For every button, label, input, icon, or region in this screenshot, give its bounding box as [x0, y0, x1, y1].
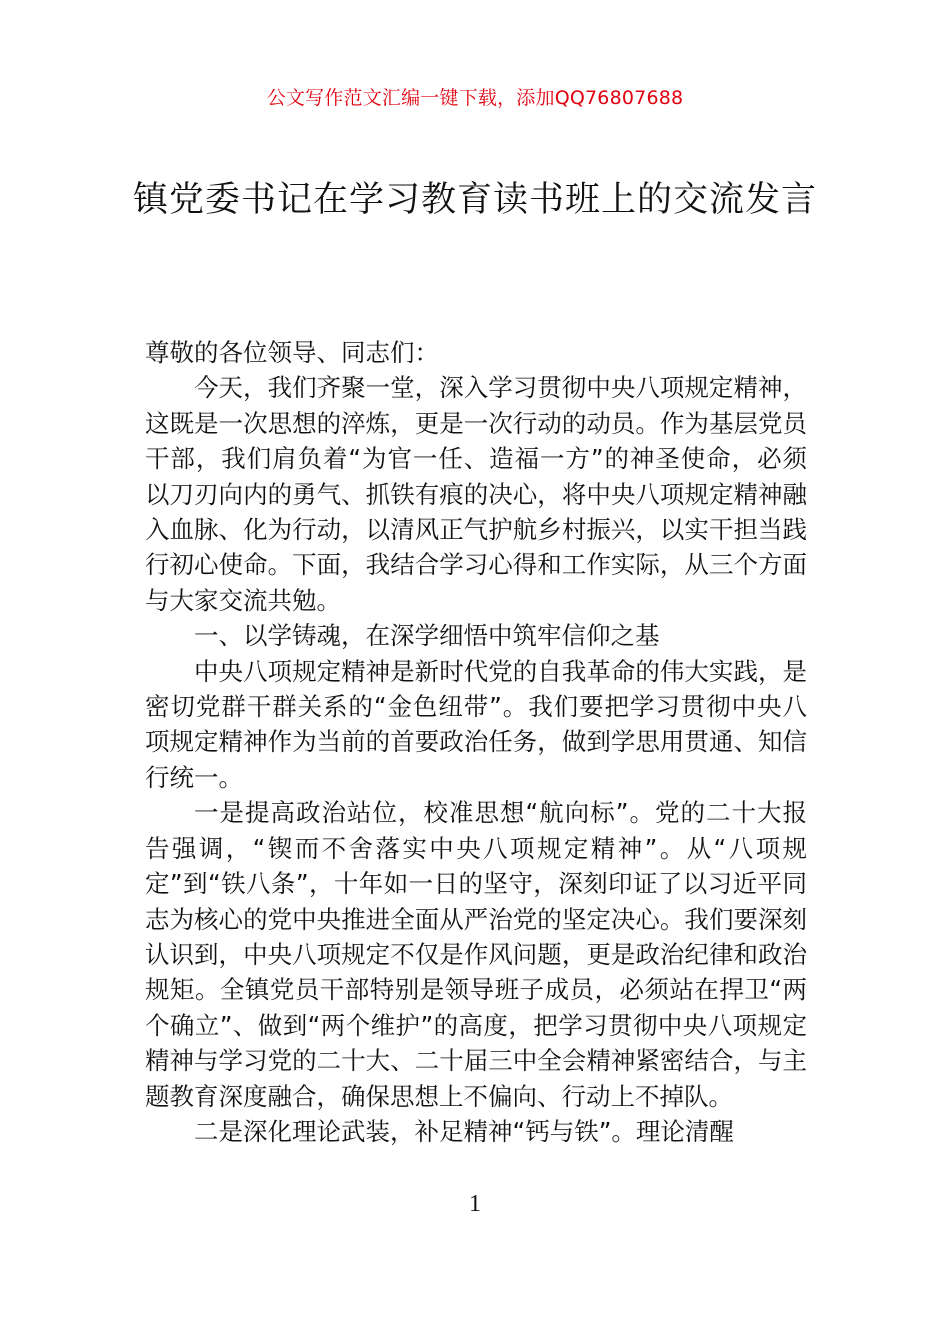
promo-header-text: 公文写作范文汇编一键下载，添加QQ76807688	[266, 87, 684, 109]
body-paragraph-point-1: 一是提高政治站位，校准思想“航向标”。党的二十大报告强调，“锲而不舍落实中央八项规定精神”。从“八项规定”到“铁八条”，十年如一日的坚守，深刻印证了以习近平同志为核心的党中央推进全面从严治党的坚定决心。我们要深刻认识到，中央八项规定不仅是作风问题，更是政治纪律和政治规矩。全镇党员干部特别是领导班子成员，必须站在捍卫“两个确立”、做到“两个维护”的高度，把学习贯彻中央八项规定精神与学习党的二十大、二十届三中全会精神紧密结合，与主题教育深度融合，确保思想上不偏向、行动上不掉队。	[145, 798, 807, 1111]
section-heading-1: 一、以学铸魂，在深学细悟中筑牢信仰之基	[194, 621, 660, 651]
document-title: 镇党委书记在学习教育读书班上的交流发言	[132, 180, 817, 220]
body-paragraph-intro: 今天，我们齐聚一堂，深入学习贯彻中央八项规定精神，这既是一次思想的淬炼，更是一次行动的动员。作为基层党员干部，我们肩负着“为官一任、造福一方”的神圣使命，必须以刀刃向内的勇气、抓铁有痕的决心，将中央八项规定精神融入血脉、化为行动，以清风正气护航乡村振兴，以实干担当践行初心使命。下面，我结合学习心得和工作实际，从三个方面与大家交流共勉。	[145, 373, 807, 615]
document-body	[145, 335, 807, 1149]
body-paragraph-section-1: 中央八项规定精神是新时代党的自我革命的伟大实践，是密切党群干群关系的“金色纽带”。我们要把学习贯彻中央八项规定精神作为当前的首要政治任务，做到学思用贯通、知信行统一。	[145, 656, 807, 792]
salutation: 尊敬的各位领导、同志们：	[145, 338, 439, 367]
body-paragraph-point-2: 二是深化理论武装，补足精神“钙与铁”。理论清醒	[194, 1116, 734, 1146]
page-number: 1	[469, 1191, 481, 1217]
